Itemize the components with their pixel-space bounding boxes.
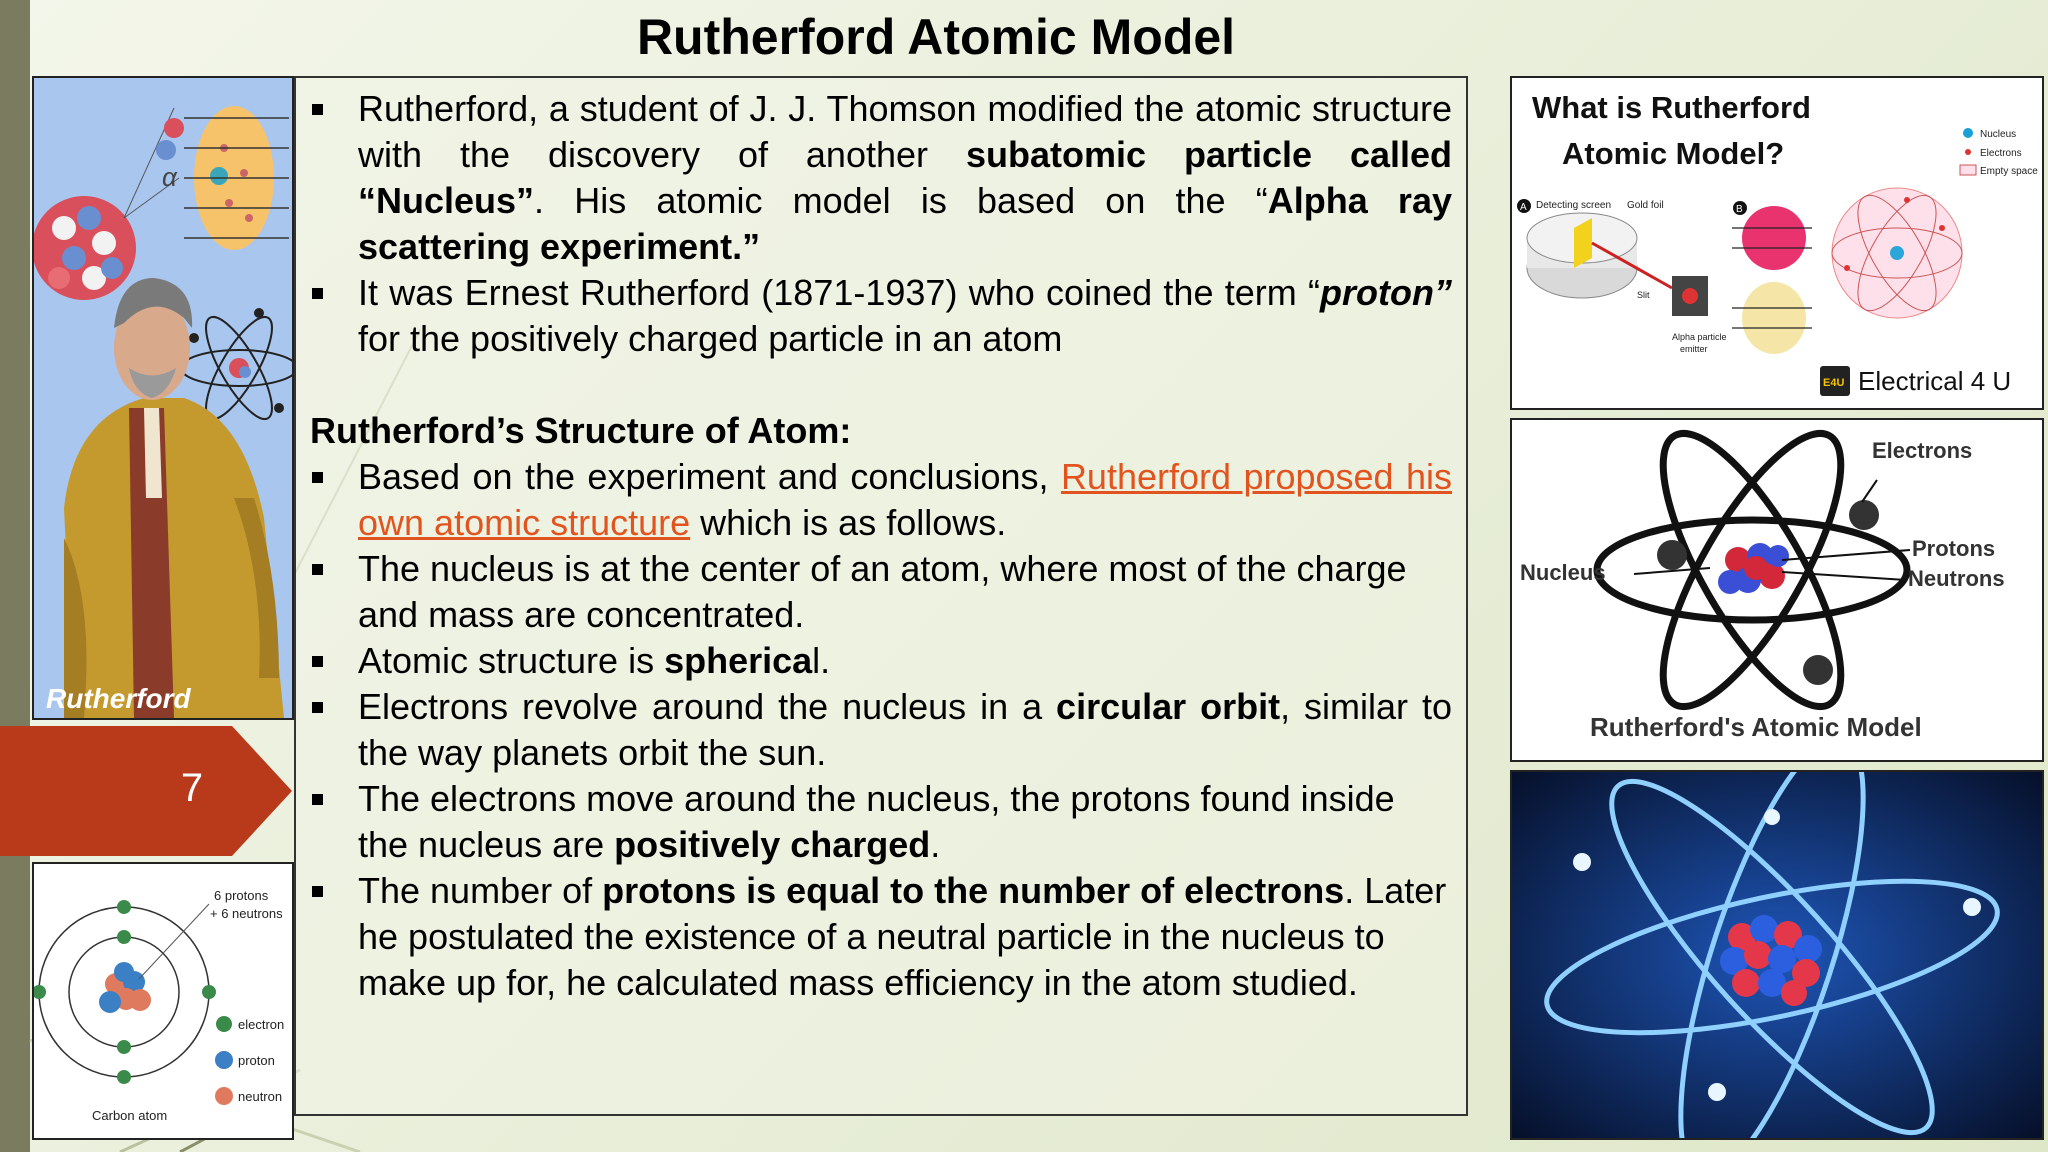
svg-text:proton: proton [238, 1053, 275, 1068]
rutherford-portrait [32, 76, 294, 720]
portrait-caption: Rutherford [46, 683, 191, 714]
bullet-5: Atomic structure is spherical. [310, 638, 1452, 684]
electron-legend-icon [216, 1016, 232, 1032]
svg-text:Nucleus: Nucleus [1980, 129, 2017, 140]
bullet-8: The number of protons is equal to the number of electrons. Later he postulated the existence of a neutral particle in the nucleus to make up for, he calculated mass efficiency in the atom studied. [310, 868, 1452, 1006]
svg-text:Electrons: Electrons [1872, 438, 1973, 463]
svg-text:α: α [162, 162, 177, 192]
svg-text:Neutrons: Neutrons [1908, 566, 2005, 591]
nucleus-cluster-icon [34, 196, 136, 300]
svg-text:B: B [1736, 204, 1743, 215]
svg-text:What is Rutherford: What is Rutherford [1532, 90, 1811, 125]
svg-text:6 protons: 6 protons [214, 888, 269, 903]
bullet-4: The nucleus is at the center of an atom, where most of the charge and mass are concentrated. [310, 546, 1452, 638]
slide-title: Rutherford Atomic Model [636, 9, 1236, 65]
svg-text:Electrical 4 U: Electrical 4 U [1858, 366, 2012, 396]
brand-logo-icon [1820, 366, 1850, 396]
bullet-1: Rutherford, a student of J. J. Thomson modified the atomic structure with the discovery of another subatomic particle called “Nucleus”. His atomic model is based on the “Alpha ray scattering experiment.” [310, 86, 1452, 270]
page-number: 7 [180, 766, 204, 810]
svg-text:Nucleus: Nucleus [1520, 560, 1606, 585]
svg-text:Detecting screen: Detecting screen [1536, 200, 1612, 211]
bullet-7: The electrons move around the nucleus, the protons found inside the nucleus are positively charged. [310, 776, 1452, 868]
svg-text:Electrons: Electrons [1980, 148, 2022, 159]
svg-text:Slit: Slit [1637, 290, 1650, 300]
atomic-model-diagram [1510, 418, 2044, 762]
plum-pudding-icon [1742, 282, 1806, 354]
svg-text:Atomic Model?: Atomic Model? [1562, 136, 1785, 171]
svg-text:emitter: emitter [1680, 344, 1708, 354]
carbon-atom-diagram [32, 862, 294, 1140]
rutherford-infographic [1510, 76, 2044, 410]
bullet-6: Electrons revolve around the nucleus in a circular orbit, similar to the way planets orbit the sun. [310, 684, 1452, 776]
nucleus-scatter-icon [1742, 206, 1806, 270]
svg-text:+ 6 neutrons: + 6 neutrons [210, 906, 283, 921]
svg-text:Empty space: Empty space [1980, 166, 2038, 177]
svg-text:electron: electron [238, 1017, 285, 1032]
svg-text:E4U: E4U [1823, 377, 1845, 389]
page-number-flag [0, 726, 292, 856]
alpha-emitter-icon [1672, 276, 1708, 316]
rutherford-structure-link[interactable]: Rutherford proposed his own atomic structure [358, 456, 1452, 543]
svg-text:Carbon atom: Carbon atom [92, 1108, 168, 1123]
glowing-atom-image [1510, 770, 2044, 1140]
bullet-2: It was Ernest Rutherford (1871-1937) who coined the term “proton” for the positively charged particle in an atom [310, 270, 1452, 362]
svg-text:Gold foil: Gold foil [1627, 200, 1664, 211]
bullet-3: Based on the experiment and conclusions, Rutherford proposed his own atomic structure which is as follows. [310, 454, 1452, 546]
proton-legend-icon [215, 1051, 233, 1069]
neutron-legend-icon [215, 1087, 233, 1105]
svg-text:Rutherford's Atomic Model: Rutherford's Atomic Model [1590, 712, 1922, 742]
svg-text:Protons: Protons [1912, 536, 1996, 561]
svg-text:A: A [1520, 202, 1527, 213]
content-box [294, 76, 1468, 1116]
svg-text:Alpha particle: Alpha particle [1672, 332, 1727, 342]
structure-subheading: Rutherford’s Structure of Atom: [310, 410, 852, 451]
svg-text:neutron: neutron [238, 1089, 283, 1104]
